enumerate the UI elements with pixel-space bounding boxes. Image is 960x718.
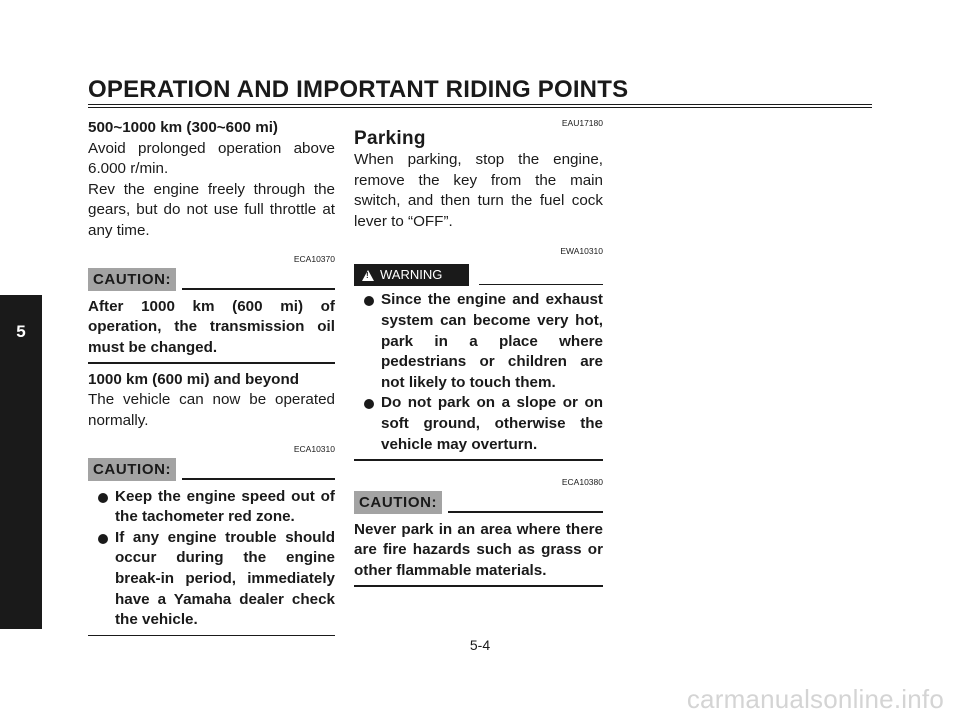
bullet-icon <box>98 534 108 544</box>
warning-triangle-icon <box>362 270 374 281</box>
watermark: carmanualsonline.info <box>686 684 944 714</box>
title-rule-top <box>88 104 872 105</box>
paragraph-operate-normally: The vehicle can now be operated normally. <box>88 391 335 430</box>
warning-code: EWA10310 <box>560 246 603 257</box>
list-item: Since the engine and exhaust system can become very hot, park in a place where pedestrians or children are not likely to touch them. <box>354 290 603 393</box>
title-rule-bottom <box>88 107 872 108</box>
bullet-icon <box>364 296 374 306</box>
list-item: Keep the engine speed out of the tachometer red zone. <box>88 487 335 528</box>
caution-end-rule-3 <box>354 585 603 587</box>
left-column <box>88 118 335 636</box>
warning-list <box>354 290 603 455</box>
list-item: Do not park on a slope or on soft ground, otherwise the vehicle may overturn. <box>354 393 603 455</box>
parking-code: EAU17180 <box>561 118 603 128</box>
caution-header-3 <box>354 490 603 514</box>
page-number: 5-4 <box>469 637 491 653</box>
paragraph-rev-engine: Rev the engine freely through the gears, but do not use full throttle at any time. <box>88 180 335 239</box>
warning-rule <box>479 284 603 286</box>
page-title: OPERATION AND IMPORTANT RIDING POINTS <box>88 76 629 103</box>
right-column <box>354 118 603 587</box>
caution-badge-1: CAUTION: <box>88 268 176 291</box>
paragraph-avoid-prolonged: Avoid prolonged operation above 6.000 r/min. <box>88 139 335 178</box>
caution-text-3: Never park in an area where there are fire hazards such as grass or other flammable materials. <box>354 520 603 579</box>
caution-rule-2 <box>182 478 335 480</box>
chapter-number: 5 <box>16 322 26 341</box>
caution-header-2 <box>88 457 335 481</box>
caution-code-2: ECA10310 <box>293 443 335 454</box>
caution-text-1: After 1000 km (600 mi) of operation, the transmission oil must be changed. <box>88 297 335 356</box>
warning-badge <box>354 264 469 286</box>
section-heading-500-1000: 500~1000 km (300~600 mi) <box>88 119 278 136</box>
caution-list-2 <box>88 487 335 631</box>
section-heading-1000-beyond: 1000 km (600 mi) and beyond <box>88 370 300 388</box>
caution-badge-2: CAUTION: <box>88 458 176 481</box>
paragraph-parking: When parking, stop the engine, remove the key from the main switch, and then turn the fuel cock lever to “OFF”. <box>354 151 603 230</box>
caution-header-1 <box>88 267 335 291</box>
caution-badge-3: CAUTION: <box>354 491 442 514</box>
warning-header <box>354 262 603 286</box>
list-item: If any engine trouble should occur during the engine break-in period, immediately have a Yamaha dealer check the vehicle. <box>88 528 335 631</box>
caution-code-1: ECA10370 <box>293 253 335 264</box>
chapter-tab <box>0 295 42 629</box>
warning-label: WARNING <box>380 267 443 283</box>
section-heading-parking: Parking <box>354 128 426 149</box>
bullet-icon <box>364 399 374 409</box>
caution-rule-1 <box>182 288 335 290</box>
caution-code-3: ECA10380 <box>561 476 603 487</box>
bullet-icon <box>98 493 108 503</box>
caution-rule-3 <box>448 511 603 513</box>
